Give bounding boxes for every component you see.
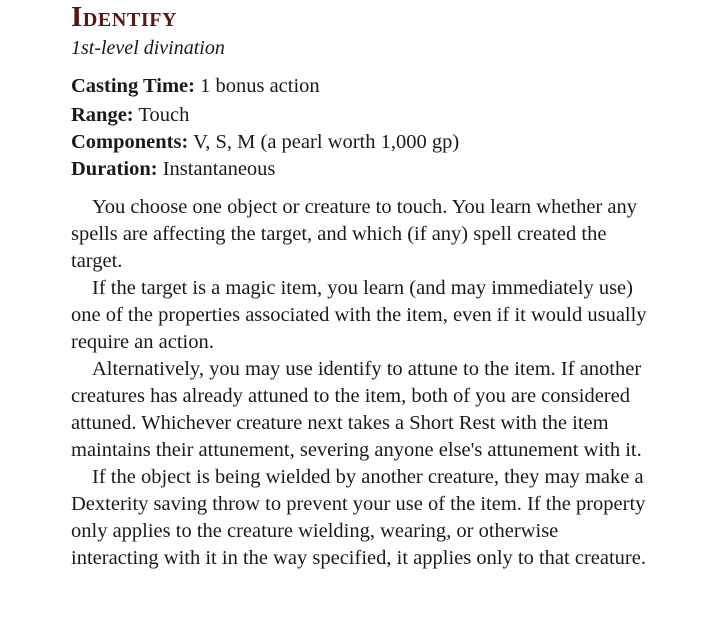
spell-card	[71, 0, 651, 572]
spell-description	[71, 194, 651, 572]
description-paragraph: Alternatively, you may use identify to attune to the item. If another creatures has already attuned to the item, both of you are considered attuned. Whichever creature next takes a Short Rest with the item maintains their attunement, severing anyone else's attunement with it.	[71, 358, 642, 461]
components-label: Components:	[71, 131, 189, 153]
range-label: Range:	[71, 104, 134, 126]
range-line	[71, 102, 651, 129]
range-value: Touch	[138, 104, 190, 126]
duration-line	[71, 156, 651, 183]
duration-label: Duration:	[71, 158, 158, 180]
casting-time-value: 1 bonus action	[200, 75, 320, 97]
casting-time-line	[71, 73, 651, 100]
spell-stats	[71, 73, 651, 183]
casting-time-label: Casting Time:	[71, 75, 195, 97]
description-paragraph: If the target is a magic item, you learn (and may immediately use) one of the properties associated with the item, even if it would usually require an action.	[71, 277, 647, 353]
description-paragraph: You choose one object or creature to touch. You learn whether any spells are affecting the target, and which (if any) spell created the target.	[71, 196, 638, 272]
description-paragraph: If the object is being wielded by another creature, they may make a Dexterity saving throw to prevent your use of the item. If the property only applies to the creature wielding, wearing, or otherwise interacting with it in the way specified, it applies only to that creature.	[71, 466, 646, 569]
components-line	[71, 129, 651, 156]
spell-level-school: 1st-level divination	[71, 37, 225, 59]
components-value: V, S, M (a pearl worth 1,000 gp)	[193, 131, 460, 153]
spell-title: Identify	[71, 1, 178, 33]
duration-value: Instantaneous	[162, 158, 276, 180]
